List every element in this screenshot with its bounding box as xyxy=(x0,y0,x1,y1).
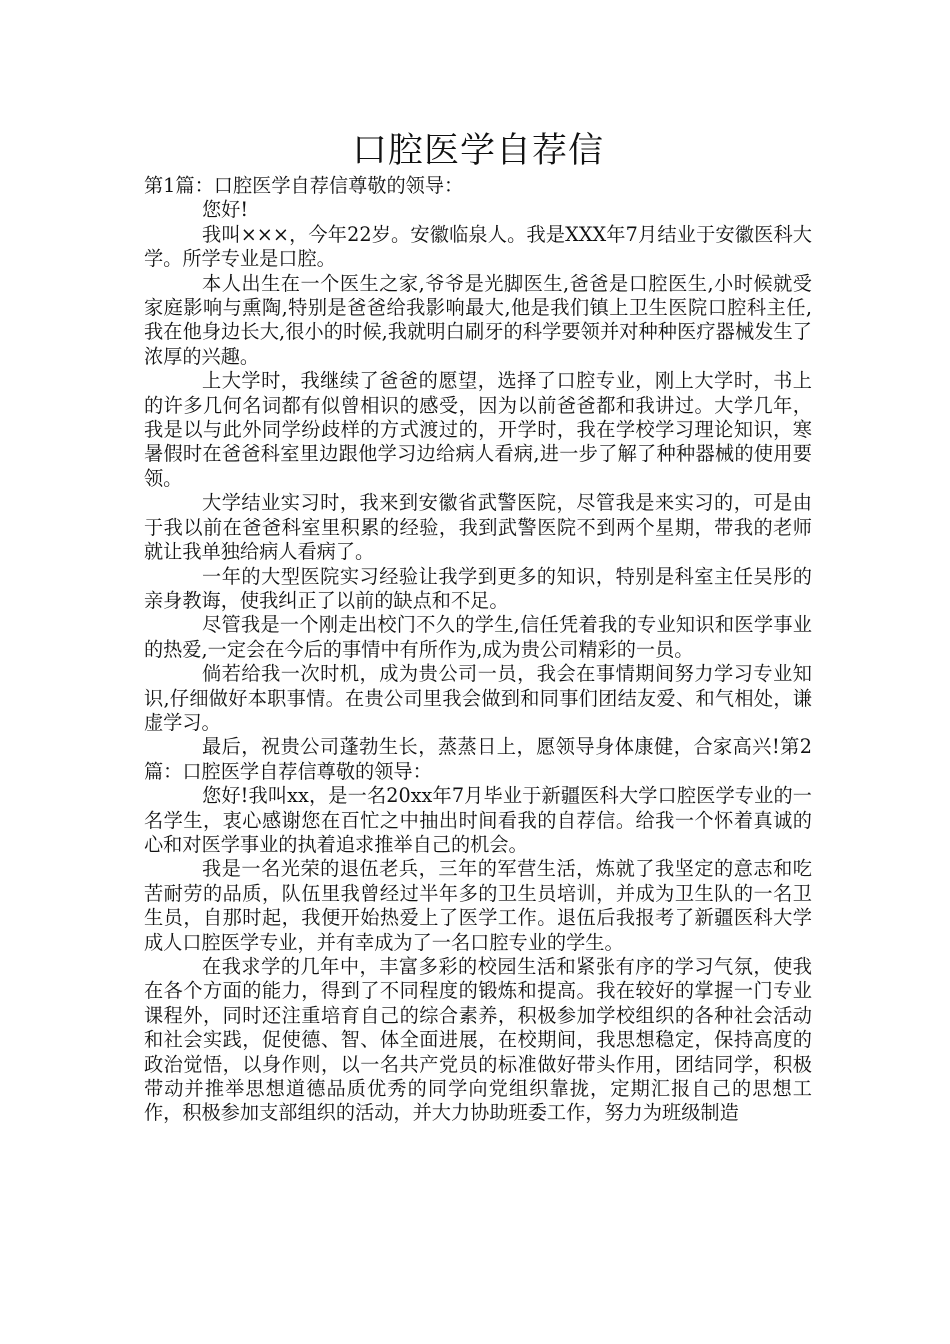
letter-body xyxy=(144,174,812,1126)
paragraph: 第1篇：口腔医学自荐信尊敬的领导： xyxy=(144,174,464,197)
paragraph: 最后，祝贵公司蓬勃生长，蒸蒸日上，愿领导身体康健，合家高兴!第2篇：口腔医学自荐信尊敬的领导： xyxy=(144,735,812,783)
paragraph: 一年的大型医院实习经验让我学到更多的知识，特别是科室主任吴彤的亲身教诲，使我纠正了以前的缺点和不足。 xyxy=(144,564,812,612)
paragraph: 倘若给我一次时机，成为贵公司一员，我会在事情期间努力学习专业知识,仔细做好本职事情。在贵公司里我会做到和同事们团结友爱、和气相处，谦虚学习。 xyxy=(144,662,812,734)
paragraph: 上大学时，我继续了爸爸的愿望，选择了口腔专业，刚上大学时，书上的许多几何名词都有似曾相识的感受，因为以前爸爸都和我讲过。大学几年，我是以与此外同学纷歧样的方式渡过的，开学时，我在学校学习理论知识，寒暑假时在爸爸科室里边跟他学习边给病人看病,进一步了解了种种器械的使用要领。 xyxy=(144,369,812,490)
paragraph: 我是一名光荣的退伍老兵，三年的军营生活，炼就了我坚定的意志和吃苦耐劳的品质，队伍里我曾经过半年多的卫生员培训，并成为卫生队的一名卫生员，自那时起，我便开始热爱上了医学工作。退伍后我报考了新疆医科大学成人口腔医学专业，并有幸成为了一名口腔专业的学生。 xyxy=(144,857,812,954)
paragraph: 本人出生在一个医生之家,爷爷是光脚医生,爸爸是口腔医生,小时候就受家庭影响与熏陶,特别是爸爸给我影响最大,他是我们镇上卫生医院口腔科主任,我在他身边长大,很小的时候,我就明白刷牙的科学要领并对种种医疗器械发生了浓厚的兴趣。 xyxy=(144,271,812,368)
paragraph: 我叫×××，今年22岁。安徽临泉人。我是XXX年7月结业于安徽医科大学。所学专业是口腔。 xyxy=(144,222,812,271)
paragraph: 大学结业实习时，我来到安徽省武警医院，尽管我是来实习的，可是由于我以前在爸爸科室里积累的经验，我到武警医院不到两个星期，带我的老师就让我单独给病人看病了。 xyxy=(144,491,812,564)
paragraph: 在我求学的几年中，丰富多彩的校园生活和紧张有序的学习气氛，使我在各个方面的能力，得到了不同程度的锻炼和提高。我在较好的掌握一门专业课程外，同时还注重培育自己的综合素养，积极参加学校组织的各种社会活动和社会实践，促使德、智、体全面进展，在校期间，我思想稳定，保持高度的政治觉悟，以身作则，以一名共产党员的标准做好带头作用，团结同学，积极带动并推举思想道德品质优秀的同学向党组织靠拢，定期汇报自己的思想工作，积极参加支部组织的活动，并大力协助班委工作，努力为班级制造 xyxy=(144,955,812,1125)
paragraph: 您好!我叫xx，是一名20xx年7月毕业于新疆医科大学口腔医学专业的一名学生，衷心感谢您在百忙之中抽出时间看我的自荐信。给我一个怀着真诚的心和对医学事业的执着追求推举自己的机会。 xyxy=(144,784,812,856)
paragraph: 您好! xyxy=(202,198,249,222)
paragraph: 尽管我是一个刚走出校门不久的学生,信任凭着我的专业知识和医学事业的热爱,一定会在今后的事情中有所作为,成为贵公司精彩的一员。 xyxy=(144,613,812,661)
document-page xyxy=(144,128,812,1126)
page-title: 口腔医学自荐信 xyxy=(351,131,604,171)
